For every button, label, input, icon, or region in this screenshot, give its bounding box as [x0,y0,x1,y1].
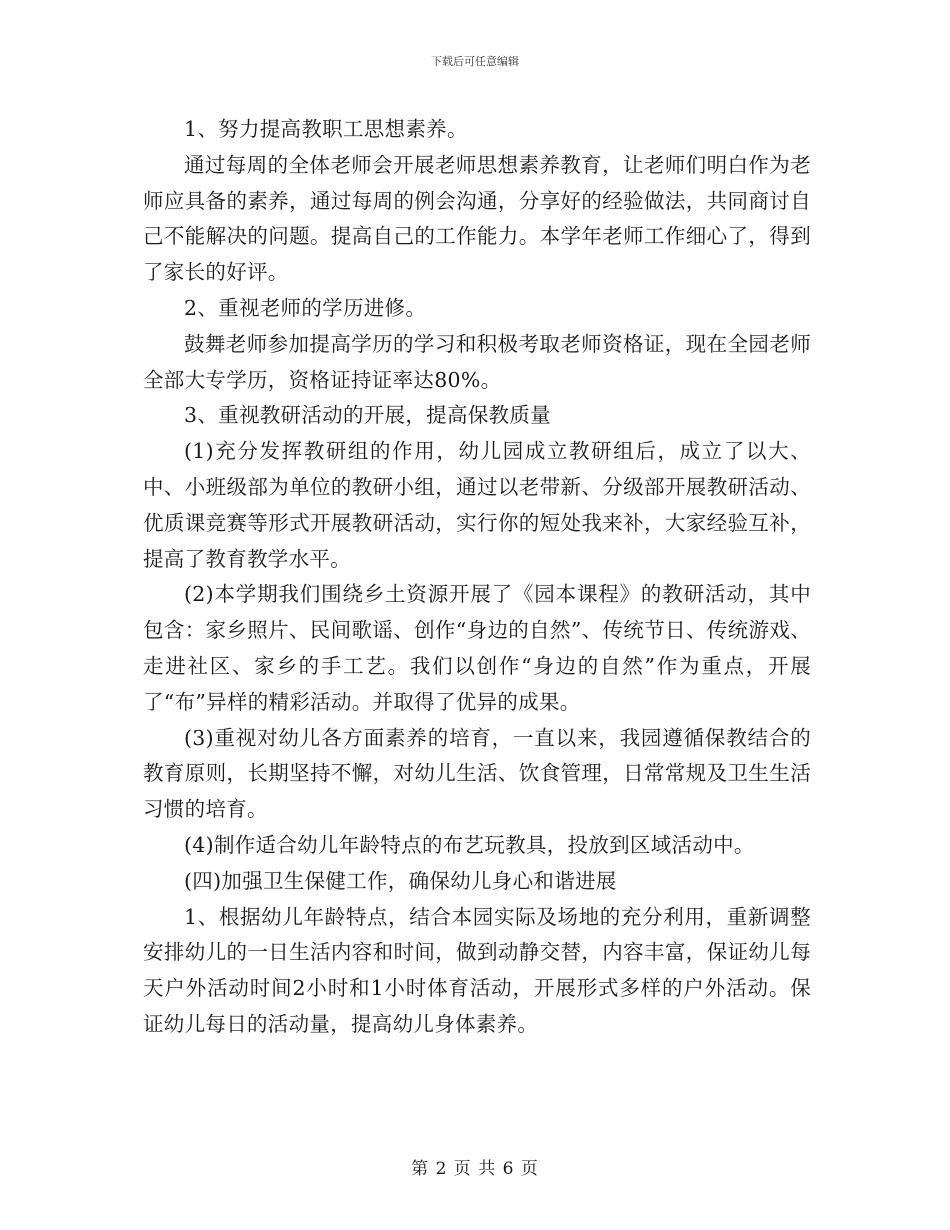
paragraph: (3)重视对幼儿各方面素养的培育，一直以来，我园遵循保教结合的教育原则，长期坚持不懈，对幼儿生活、饮食管理，日常常规及卫生生活习惯的培育。 [143,725,811,822]
paragraph: 鼓舞老师参加提高学历的学习和积极考取老师资格证，现在全园老师全部大专学历，资格证持证率达80%。 [143,331,811,392]
paragraph: 1、努力提高教职工思想素养。 [184,117,468,141]
paragraph: (1)充分发挥教研组的作用，幼儿园成立教研组后，成立了以大、中、小班级部为单位的教研小组，通过以老带新、分级部开展教研活动、优质课竞赛等形式开展教研活动，实行你的短处我来补，大家经验互补，提高了教育教学水平。 [143,439,811,571]
paragraph: 2、重视老师的学历进修。 [184,295,427,320]
page-header-note: 下载后可任意编辑 [431,55,519,68]
paragraph: (4)制作适合幼儿年龄特点的布艺玩教具，投放到区域活动中。 [184,832,755,857]
page-number-footer: 第 2 页 共 6 页 [411,1159,539,1179]
document-body [143,112,811,1043]
paragraph: (四)加强卫生保健工作，确保幼儿身心和谐进展 [184,868,617,893]
paragraph: 通过每周的全体老师会开展老师思想素养教育，让老师们明白作为老师应具备的素养，通过每周的例会沟通，分享好的经验做法，共同商讨自己不能解决的问题。提高自己的工作能力。本学年老师工作细心了，得到了家长的好评。 [143,152,811,285]
paragraph: (2)本学期我们围绕乡土资源开展了《园本课程》的教研活动，其中包含：家乡照片、民间歌谣、创作“身边的自然”、传统节日、传统游戏、走进社区、家乡的手工艺。我们以创作“身边的自然”作为重点，开展了“布”异样的精彩活动。并取得了优异的成果。 [143,582,811,714]
paragraph: 1、根据幼儿年龄特点，结合本园实际及场地的充分利用，重新调整安排幼儿的一日生活内容和时间，做到动静交替，内容丰富，保证幼儿每天户外活动时间2小时和1小时体育活动，开展形式多样的户外活动。保证幼儿每日的活动量，提高幼儿身体素养。 [143,904,811,1036]
paragraph: 3、重视教研活动的开展，提高保教质量 [184,403,551,428]
